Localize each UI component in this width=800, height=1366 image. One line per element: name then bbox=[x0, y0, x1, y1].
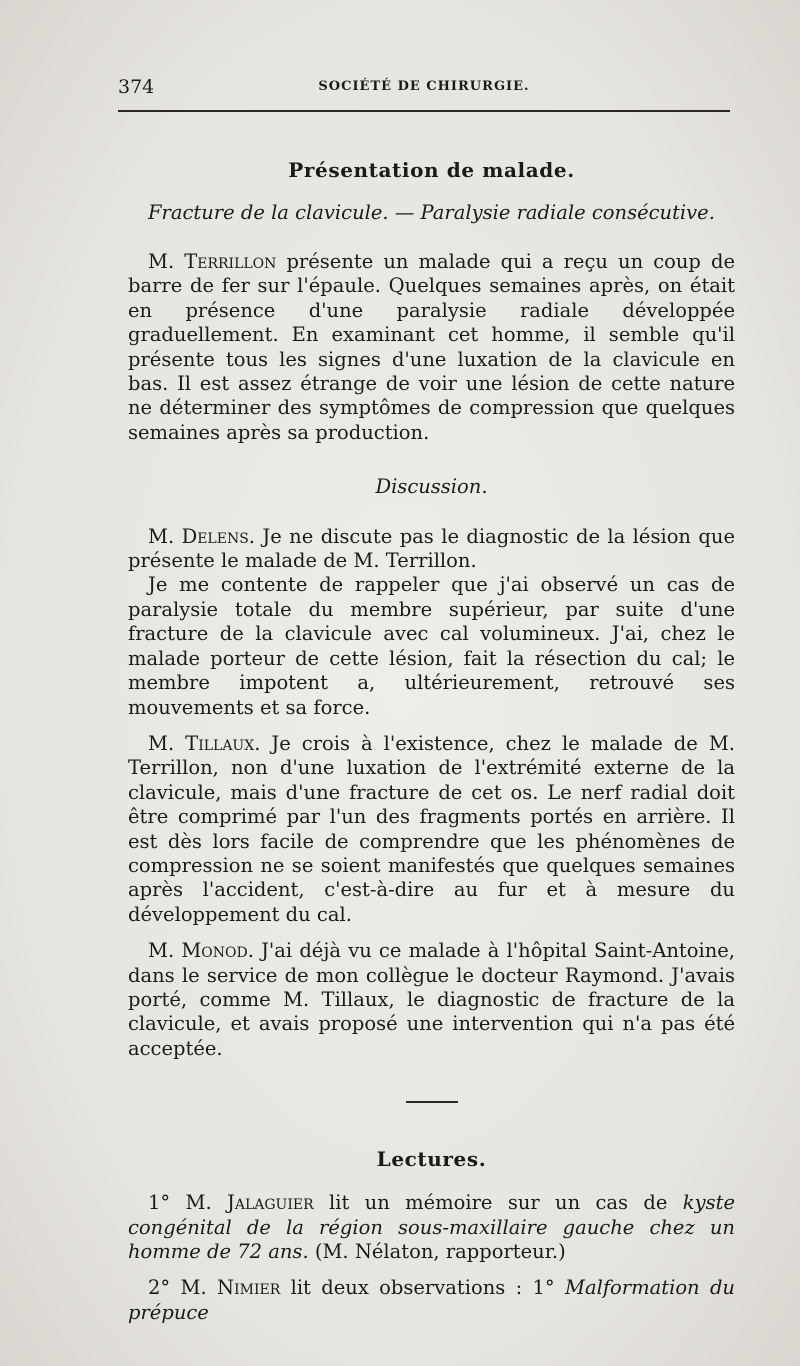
section-subtitle: Fracture de la clavicule. — Paralysie radiale consécutive. bbox=[148, 201, 715, 224]
section-title-lectures: Lectures. bbox=[376, 1147, 487, 1172]
speaker-name: M. Monod. bbox=[148, 939, 254, 963]
item-number: 2° bbox=[148, 1276, 171, 1300]
page-number: 374 bbox=[118, 76, 155, 98]
paragraph-text: Je crois à l'existence, chez le malade de M. Terrillon, non d'une luxation de l'extrémité externe de la clavicule, mais d'une fracture de cet os. Le nerf radial doit être comprimé par l'un des fragments portés en arrière. Il est dès lors facile de comprendre que les phénomènes de compression ne se soient manifestés que quelques semaines après l'accident, c'est-à-dire au fur et à mesure du développement du cal. bbox=[128, 731, 735, 926]
speaker-name: M. Nimier bbox=[180, 1276, 281, 1300]
paragraph-tillaux bbox=[128, 732, 735, 927]
lecture-item-1 bbox=[128, 1191, 735, 1264]
paragraph-delens bbox=[128, 525, 735, 574]
header-rule bbox=[118, 110, 730, 112]
paragraph-text: J'ai déjà vu ce malade à l'hôpital Saint-Antoine, dans le service de mon collègue le docteur Raymond. J'avais porté, comme M. Tillaux, le diagnostic de fracture de la clavicule, et avais proposé une intervention qui n'a pas été acceptée. bbox=[128, 939, 735, 1060]
item-text: (M. Nélaton, rapporteur.) bbox=[308, 1240, 566, 1263]
article-body bbox=[128, 152, 735, 1325]
item-number: 1° bbox=[148, 1191, 171, 1215]
paragraph-delens-cont: Je me contente de rappeler que j'ai observé un cas de paralysie totale du membre supérieur, par suite d'une fracture de la clavicule avec cal volumineux. J'ai, chez le malade porteur de cette lésion, fait la résection du cal; le membre impotent a, ultérieurement, retrouvé ses mouvements et sa force. bbox=[128, 573, 735, 719]
speaker-name: M. Terrillon bbox=[148, 250, 277, 273]
page-header bbox=[118, 76, 730, 100]
speaker-name: M. Delens. bbox=[148, 524, 255, 548]
discussion-heading: Discussion. bbox=[375, 475, 488, 499]
speaker-name: M. Tillaux. bbox=[148, 731, 261, 755]
section-divider bbox=[406, 1101, 458, 1103]
paragraph-terrillon bbox=[128, 250, 735, 445]
item-title-italic: Malformation du prépuce bbox=[128, 1276, 735, 1324]
item-title-italic: kyste congénital de la région sous-maxillaire gauche chez un homme de 72 ans. bbox=[128, 1191, 735, 1263]
item-text: lit deux observations : 1° bbox=[280, 1276, 566, 1300]
section-title-presentation: Présentation de malade. bbox=[288, 158, 575, 182]
item-text: lit un mémoire sur un cas de bbox=[313, 1191, 683, 1215]
paragraph-text: Je ne discute pas le diagnostic de la lésion que présente le malade de M. Terrillon. bbox=[128, 524, 735, 573]
paragraph-monod bbox=[128, 939, 735, 1061]
speaker-name: M. Jalaguier bbox=[185, 1191, 314, 1215]
lecture-item-2 bbox=[128, 1276, 735, 1325]
running-title: SOCIÉTÉ DE CHIRURGIE. bbox=[318, 79, 530, 94]
paragraph-text: présente un malade qui a reçu un coup de barre de fer sur l'épaule. Quelques semaines après, on était en présence d'une paralysie radiale développée graduellement. En examinant cet homme, il semble qu'il présente tous les signes d'une luxation de la clavicule en bas. Il est assez étrange de voir une lésion de cette nature ne déterminer des symptômes de compression que quelques semaines après sa production. bbox=[128, 250, 735, 444]
